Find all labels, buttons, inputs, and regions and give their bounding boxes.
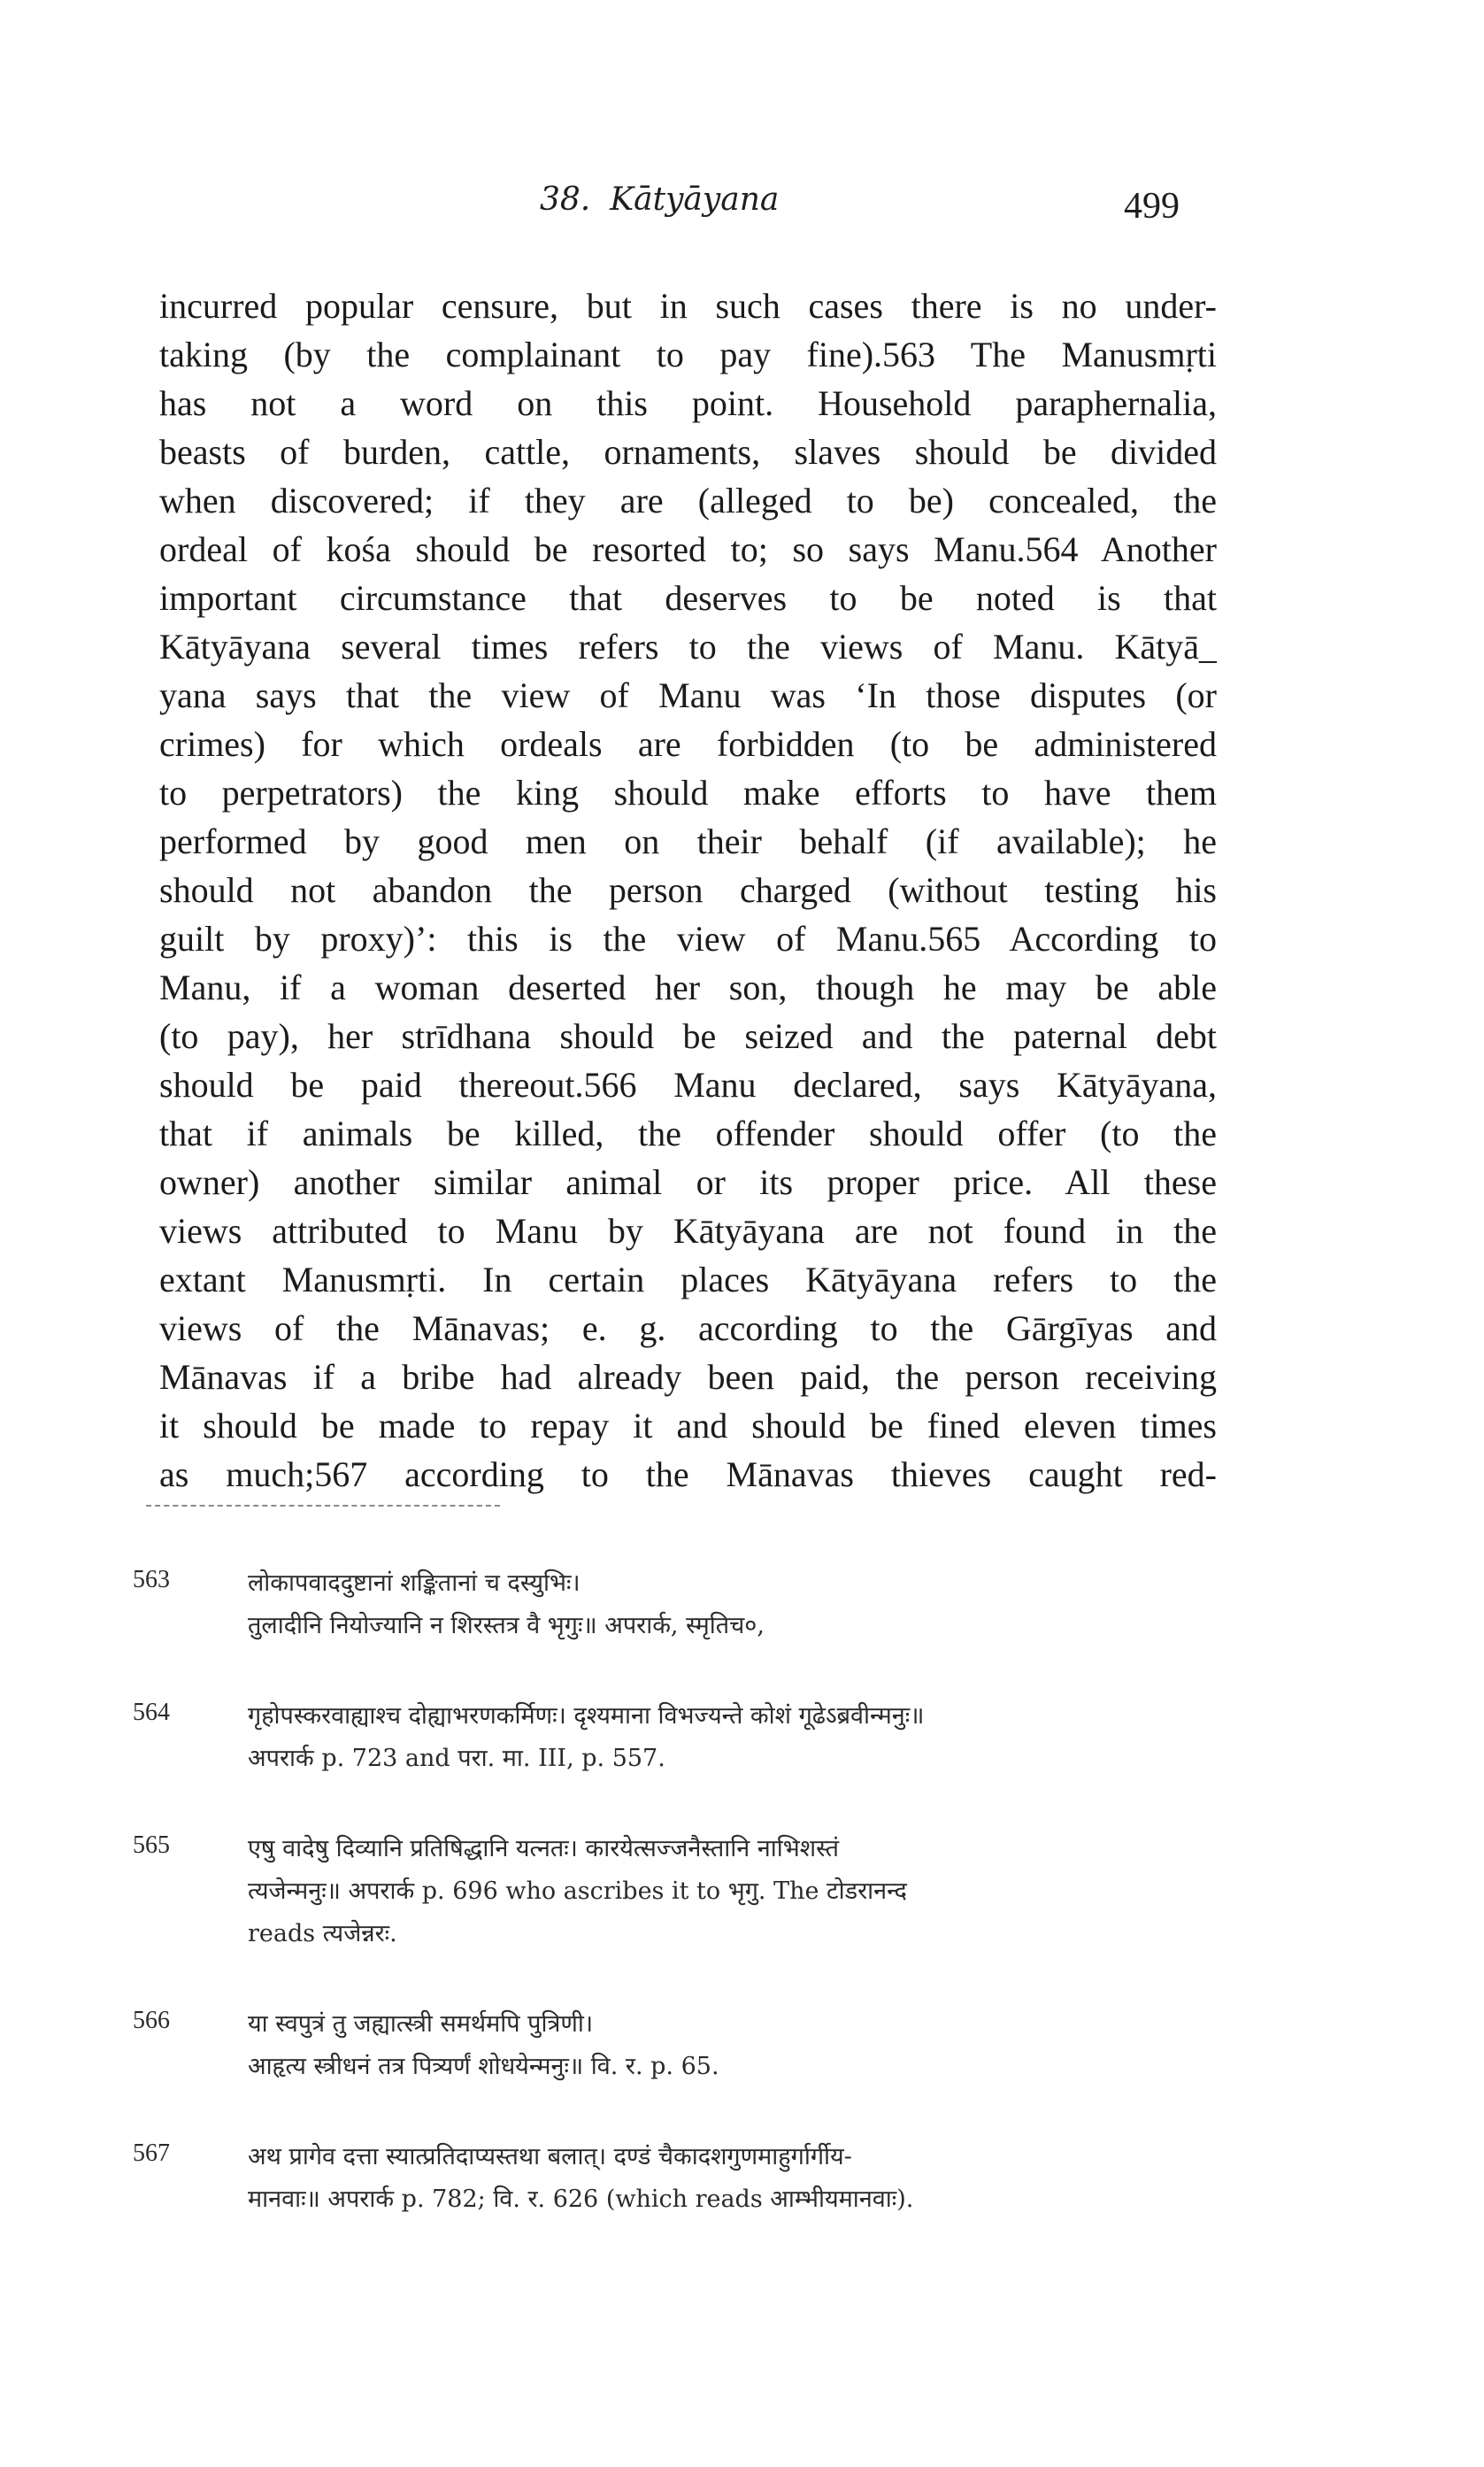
footnote-563: [133, 1562, 1239, 1647]
footnotes: [133, 1562, 1239, 2269]
footnote-number: 563: [133, 1566, 170, 1593]
text-line: taking (by the complainant to pay fine).563 The Manusmṛti: [159, 335, 1217, 374]
text-line: views attributed to Manu by Kātyāyana are not found in the: [159, 1211, 1217, 1251]
footnote-565: [133, 1828, 1239, 1955]
footnote-567: [133, 2136, 1239, 2221]
footnote-line: या स्वपुत्रं तु जह्यात्स्त्री समर्थमपि पुत्रिणी।: [248, 2010, 594, 2038]
footnote-566: [133, 2003, 1239, 2088]
body-text: [159, 281, 1217, 1499]
footnote-line: त्यजेन्मनुः॥ अपरार्क p. 696 who ascribes it to भृगु. The टोडरानन्द: [248, 1877, 907, 1905]
text-line: Manu, if a woman deserted her son, though he may be able: [159, 968, 1217, 1007]
page-number: 499: [1124, 186, 1180, 227]
section-number: 38.: [540, 181, 591, 218]
text-line: important circumstance that deserves to be noted is that: [159, 578, 1217, 618]
text-line: it should be made to repay it and should be fined eleven times: [159, 1406, 1217, 1446]
footnote-number: 567: [133, 2139, 170, 2167]
footnote-line: reads त्यजेन्नरः.: [248, 1920, 397, 1947]
footnote-line: तुलादीनि नियोज्यानि न शिरस्तत्र वै भृगुः॥ अपरार्क, स्मृतिच०,: [248, 1612, 765, 1639]
footnote-line: एषु वादेषु दिव्यानि प्रतिषिद्धानि यत्नतः। कारयेत्सज्जनैस्तानि नाभिशस्तं: [248, 1835, 840, 1862]
footnote-number: 566: [133, 2007, 170, 2034]
text-line: guilt by proxy)’: this is the view of Manu.565 According to: [159, 919, 1217, 959]
text-line: incurred popular censure, but in such cases there is no under-: [159, 286, 1217, 326]
footnote-line: मानवाः॥ अपरार्क p. 782; वि. र. 626 (which reads आम्भीयमानवाः).: [248, 2186, 914, 2213]
footnote-number: 564: [133, 1699, 170, 1726]
footnote-number: 565: [133, 1831, 170, 1859]
text-line: when discovered; if they are (alleged to be) concealed, the: [159, 481, 1217, 520]
footnote-564: [133, 1695, 1239, 1780]
section-title: Kātyāyana: [610, 181, 780, 218]
text-line: that if animals be killed, the offender should offer (to the: [159, 1114, 1217, 1153]
text-line: performed by good men on their behalf (if available); he: [159, 821, 1217, 861]
footnote-divider: [146, 1505, 500, 1507]
running-head: [0, 181, 1484, 235]
text-line: as much;567 according to the Mānavas thieves caught red-: [159, 1454, 1217, 1494]
text-line: (to pay), her strīdhana should be seized and the paternal debt: [159, 1016, 1217, 1056]
text-line: crimes) for which ordeals are forbidden (to be administered: [159, 724, 1217, 764]
text-line: Mānavas if a bribe had already been paid, the person receiving: [159, 1357, 1217, 1397]
footnote-line: आहृत्य स्त्रीधनं तत्र पित्र्यर्णं शोधयेन्मनुः॥ वि. र. p. 65.: [248, 2053, 719, 2080]
footnote-line: लोकापवाददुष्टानां शङ्कितानां च दस्युभिः।: [248, 1569, 581, 1597]
text-line: views of the Mānavas; e. g. according to the Gārgīyas and: [159, 1308, 1217, 1348]
footnote-line: अपरार्क p. 723 and परा. मा. III, p. 557.: [248, 1745, 665, 1772]
text-line: yana says that the view of Manu was ‘In those disputes (or: [159, 675, 1217, 715]
text-line: owner) another similar animal or its proper price. All these: [159, 1162, 1217, 1202]
footnote-line: अथ प्रागेव दत्ता स्यात्प्रतिदाप्यस्तथा बलात्। दण्डं चैकादशगुणमाहुर्गार्गीय-: [248, 2143, 852, 2170]
text-line: has not a word on this point. Household paraphernalia,: [159, 383, 1217, 423]
text-line: Kātyāyana several times refers to the views of Manu. Kātyā_: [159, 627, 1217, 667]
section-heading: [540, 181, 779, 218]
text-line: should not abandon the person charged (without testing his: [159, 870, 1217, 910]
text-line: to perpetrators) the king should make efforts to have them: [159, 773, 1217, 813]
text-line: beasts of burden, cattle, ornaments, slaves should be divided: [159, 432, 1217, 472]
text-line: extant Manusmṛti. In certain places Kātyāyana refers to the: [159, 1260, 1217, 1299]
text-line: ordeal of kośa should be resorted to; so says Manu.564 Another: [159, 529, 1217, 569]
text-line: should be paid thereout.566 Manu declared, says Kātyāyana,: [159, 1065, 1217, 1105]
footnote-line: गृहोपस्करवाह्याश्च दोह्याभरणकर्मिणः। दृश्यमाना विभज्यन्ते कोशं गूढेऽब्रवीन्मनुः॥: [248, 1702, 925, 1730]
